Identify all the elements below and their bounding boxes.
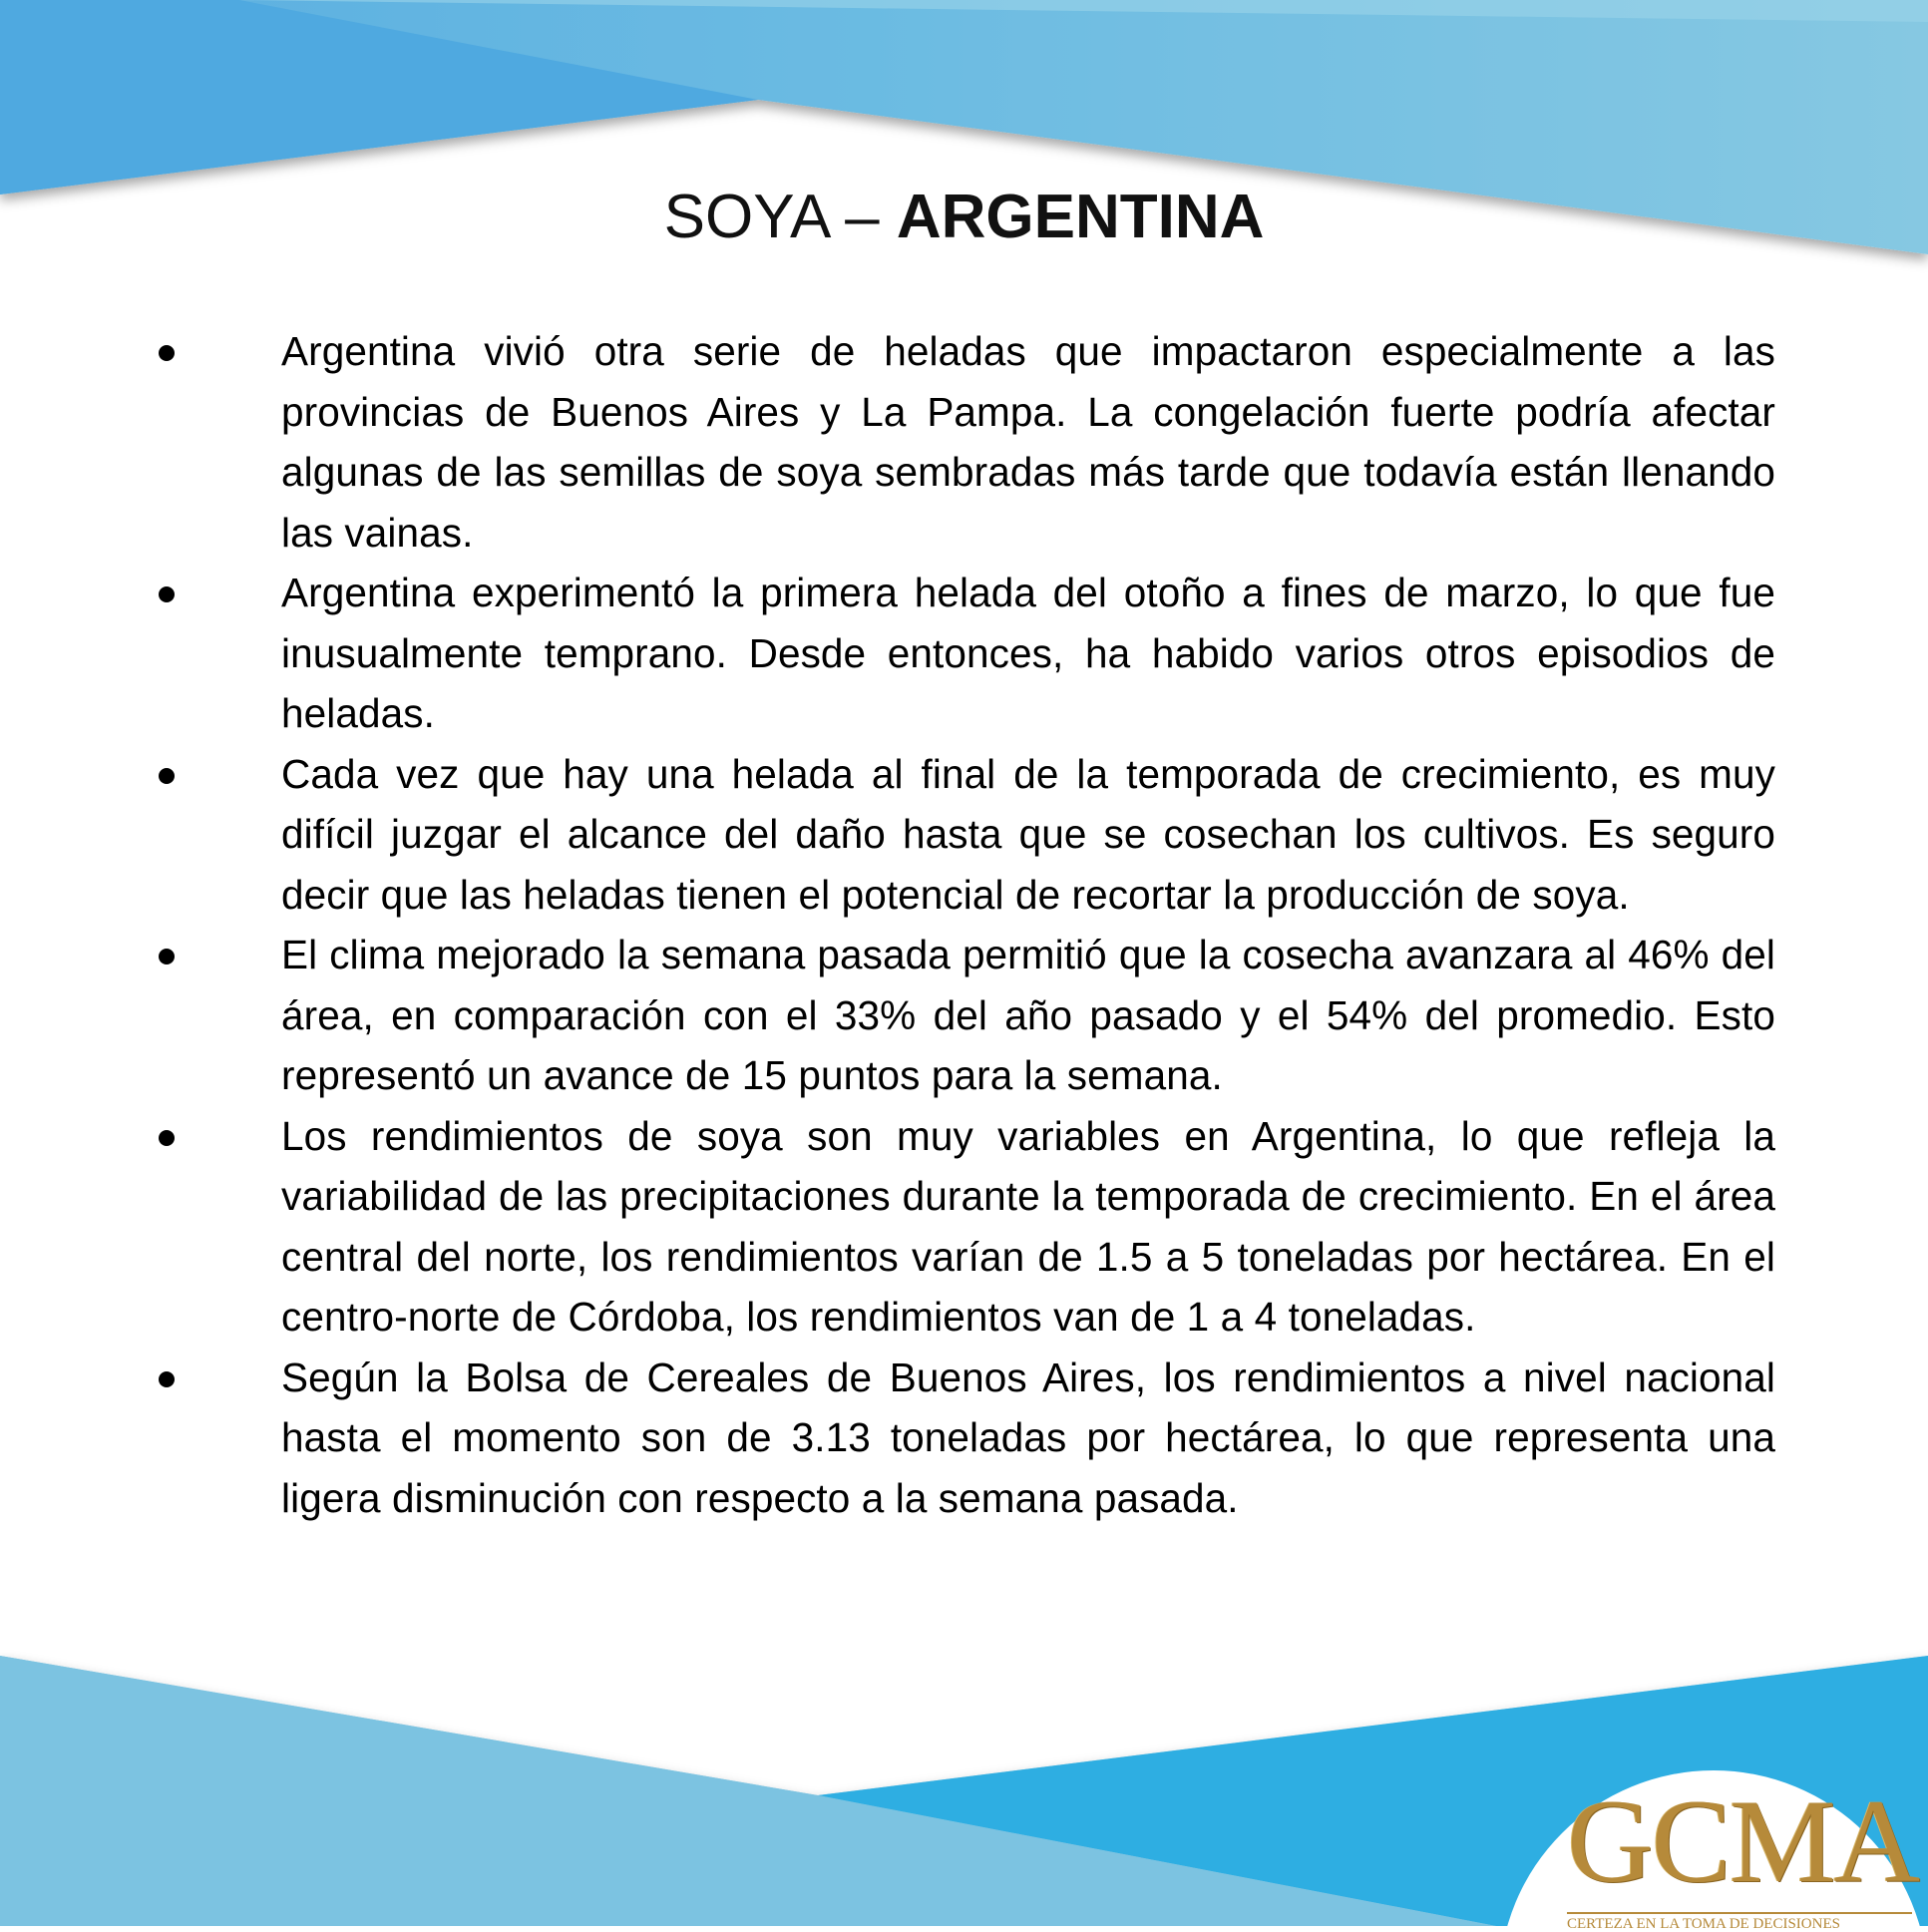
title-regular: SOYA – (663, 183, 897, 251)
logo-wordmark: GCMA (1567, 1774, 1919, 1907)
bullet-icon (150, 925, 281, 984)
logo-tagline: CERTEZA EN LA TOMA DE DECISIONES (1567, 1912, 1912, 1932)
bullet-text: Según la Bolsa de Cereales de Buenos Aires, los rendimientos a nivel nacional hasta el momento son de 3.13 toneladas por hectárea, lo que representa una ligera disminución con respecto a la semana pasada. (281, 1353, 1775, 1521)
title-bold: ARGENTINA (896, 183, 1265, 251)
bullet-icon (150, 744, 281, 804)
bullet-text: Argentina vivió otra serie de heladas que impactaron especialmente a las provincias de Buenos Aires y La Pampa. La congelación fuerte podría afectar algunas de las semillas de soya sembradas más tarde que todavía están llenando las vainas. (281, 328, 1775, 556)
bullet-icon (150, 563, 281, 622)
bullet-text: Cada vez que hay una helada al final de la temporada de crecimiento, es muy difícil juzgar el alcance del daño hasta que se cosechan los cultivos. Es seguro decir que las heladas tienen el potencial de recortar la producción de soya. (281, 750, 1775, 918)
list-item (150, 925, 1775, 1106)
list-item (150, 1348, 1775, 1529)
list-item (150, 744, 1775, 926)
bullet-text: Argentina experimentó la primera helada del otoño a fines de marzo, lo que fue inusualmente temprano. Desde entonces, ha habido varios otros episodios de heladas. (281, 570, 1775, 736)
bullet-list (150, 321, 1775, 1528)
bullet-text: Los rendimientos de soya son muy variables en Argentina, lo que refleja la variabilidad de las precipitaciones durante la temporada de crecimiento. En el área central del norte, los rendimientos varían de 1.5 a 5 toneladas por hectárea. En el centro-norte de Córdoba, los rendimientos van de 1 a 4 toneladas. (281, 1112, 1775, 1340)
list-item (150, 1106, 1775, 1348)
bullet-content (150, 321, 1775, 1528)
page-title (0, 178, 1928, 257)
list-item (150, 563, 1775, 744)
bullet-icon (150, 1348, 281, 1407)
bullet-text: El clima mejorado la semana pasada permitió que la cosecha avanzara al 46% del área, en comparación con el 33% del año pasado y el 54% del promedio. Esto representó un avance de 15 puntos para la semana. (281, 932, 1775, 1098)
gcma-logo (1501, 1750, 1928, 1932)
list-item (150, 321, 1775, 563)
bullet-icon (150, 321, 281, 381)
bullet-icon (150, 1106, 281, 1166)
